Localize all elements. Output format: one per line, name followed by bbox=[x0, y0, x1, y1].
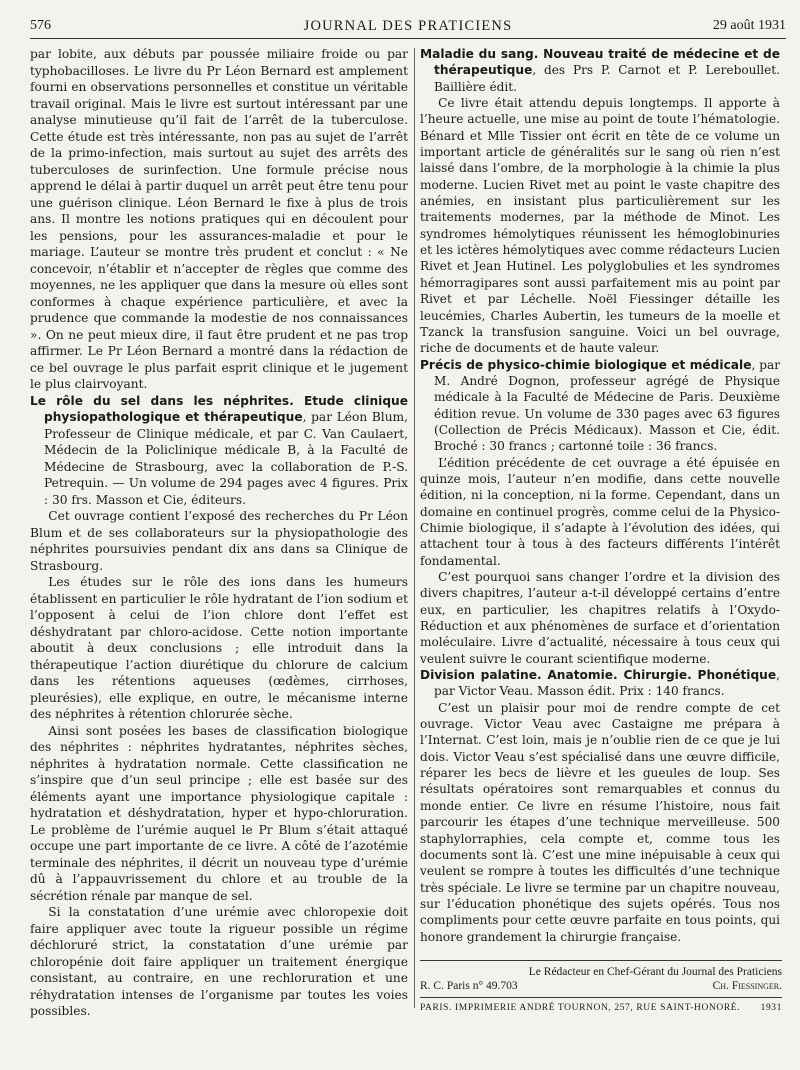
page-number: 576 bbox=[30, 18, 51, 33]
body-paragraph: Cet ouvrage contient l’exposé des recherches du Pr Léon Blum et de ses collaborateurs sur la physiopathologie des néphrites poursuivies pendant dix ans dans sa Clinique de Strasbourg. bbox=[30, 509, 408, 573]
review-entry-heading bbox=[420, 667, 780, 700]
review-entry-heading bbox=[420, 46, 780, 95]
body-paragraph: Ce livre était attendu depuis longtemps. Il apporte à l’heure actuelle, une mise au point de toute l’hématologie. Bénard et Mlle Tissier ont écrit en tête de ce volume un important article de généralités sur le sang où rien n’est laissé dans l’ombre, de la morphologie à la chimie la plus moderne. Lucien Rivet met au point le vaste chapitre des anémies, en insistant plus particulièrement sur les traitements modernes, par la méthode de Minot. Les syndromes hémolytiques réunissent les hémoglobinuries et les ictères hémolytiques avec comme rédacteurs Lucien Rivet et Jean Hutinel. Les polyglobulies et les syndromes hémorragipares sont aussi parfaitement mis au point par Rivet et par Léchelle. Noël Fiessinger détaille les leucémies, Charles Aubertin, les tumeurs de la moelle et Tzanck la transfusion sanguine. Voici un bel ouvrage, riche de documents et de haute valeur. bbox=[420, 96, 780, 356]
journal-title: JOURNAL DES PRATICIENS bbox=[303, 18, 513, 34]
body-paragraph: Les études sur le rôle des ions dans les humeurs établissent en particulier le rôle hydratant de l’ion sodium et l’opposent à celui de l’ion chlore dont l’effet est déshydratant par chloro-acidose. Cette notion importante aboutit à deux conclusions ; elle introduit dans la thérapeutique l’action diurétique du chlorure de calcium dans les rétentions aqueuses (œdèmes, cirrhoses, pleurésies), elle explique, en outre, le mécanisme interne des néphrites à rétention chlorurée sèche. bbox=[30, 575, 408, 721]
body-paragraph: L’édition précédente de cet ouvrage a été épuisée en quinze mois, l’auteur n’en modifie, dans cette nouvelle édition, ni la conception, ni la forme. Cependant, dans un domaine en continuel progrès, comme celui de la Physico-Chimie biologique, il s’adapte à l’évolution des idées, qui attachent tour à tous à des facteurs différents l’intérêt fondamental. bbox=[420, 455, 780, 568]
review-bibliographic-details: , par Victor Veau. Masson édit. Prix : 140 francs. bbox=[434, 668, 780, 699]
review-title: Précis de physico-chimie biologique et médicale bbox=[420, 357, 752, 372]
review-bibliographic-details: , des Prs P. Carnot et P. Lereboullet. Baillière édit. bbox=[434, 63, 780, 94]
review-title: Maladie du sang. Nouveau traité de médecine et de thérapeutique bbox=[420, 47, 780, 78]
printer-address: PARIS. IMPRIMERIE ANDRÉ TOURNON, 257, RUE SAINT-HONORÉ. bbox=[420, 1003, 741, 1013]
review-entry-heading bbox=[30, 393, 408, 509]
review-bibliographic-details: , par M. André Dognon, professeur agrégé de Physique médicale à la Faculté de Médecine de Paris. Deuxième édition revue. Un volume de 330 pages avec 63 figures (Collection de Précis Médicaux). Masson et Cie, édit. Broché : 30 francs ; cartonné toile : 36 francs. bbox=[434, 357, 781, 454]
page-header bbox=[30, 16, 786, 39]
registration-line bbox=[420, 979, 782, 993]
issue-date: 29 août 1931 bbox=[712, 18, 786, 33]
printer-line bbox=[420, 997, 782, 1015]
body-paragraph: C’est un plaisir pour moi de rendre compte de cet ouvrage. Victor Veau avec Castaigne me prépara à l’Internat. C’est loin, mais je n’oublie rien de ce que je lui dois. Victor Veau s’est spécialisé dans une œuvre difficile, réparer les becs de lièvre et les gueules de loup. Ses résultats opératoires sont remarquables et connus du monde entier. Ce livre en résume l’histoire, nous fait parcourir les étapes d’une technique merveilleuse. 500 staphylorraphies, cela compte et, comme tous les documents sont là. C’est une mine inépuisable à ceux qui veulent se rompre à toutes les difficultés d’une technique très spéciale. Le livre se termine par un chapitre nouveau, sur l’éducation phonétique des sujets opérés. Tous nos compliments pour cette œuvre parfaite en tous points, qui honore grandement la chirurgie française. bbox=[420, 700, 780, 944]
printer-year: 1931 bbox=[760, 1003, 782, 1013]
body-paragraph: Si la constatation d’une urémie avec chloropexie doit faire appliquer avec toute la rigueur possible un régime déchloruré strict, la constatation d’une urémie par chloropénie doit faire appliquer un traitement énergique consistant, au contraire, en une rechloruration et une réhydratation intenses de l’organisme par toutes les voies possibles. bbox=[30, 905, 408, 1018]
editor-line: Le Rédacteur en Chef-Gérant du Journal des Praticiens bbox=[528, 966, 782, 978]
body-paragraph: C’est pourquoi sans changer l’ordre et la division des divers chapitres, l’auteur a-t-il développé certains d’entre eux, en particulier, les chapitres relatifs à l’Oxydo-Réduction et aux phénomènes de surface et d’orientation moléculaire. Livre d’actualité, nécessaire à tous ceux qui veulent suivre le courant scientifique moderne. bbox=[420, 570, 780, 666]
left-column bbox=[30, 46, 408, 1020]
review-bibliographic-details: , par Léon Blum, Professeur de Clinique médicale, et par C. Van Caulaert, Médecin de la Policlinique médicale B, à la Faculté de Médecine de Strasbourg, avec la collaboration de P.-S. Petrequin. — Un volume de 294 pages avec 4 figures. Prix : 30 frs. Masson et Cie, éditeurs. bbox=[44, 410, 408, 507]
right-column bbox=[420, 46, 780, 945]
body-paragraph: Ainsi sont posées les bases de classification biologique des néphrites : néphrites hydratantes, néphrites sèches, néphrites à hydratation normale. Cette classification ne s’inspire que d’un seul principe ; elle est basée sur des éléments ayant une importance physiologique capitale : hydratation et déshydratation, hyper et hypo-chloruration. Le problème de l’urémie auquel le Pr Blum s’était attaqué occupe une part importante de ce livre. A côté de l’azotémie terminale des néphrites, il décrit un nouveau type d’urémie dû à l’appauvrissement du chlore et au trouble de la sécrétion rénale par manque de sel. bbox=[30, 723, 408, 903]
page-footer bbox=[420, 960, 782, 1015]
column-divider bbox=[414, 48, 415, 1008]
editor-signature: Ch. Fiessinger. bbox=[712, 980, 782, 992]
review-entry-heading bbox=[420, 357, 780, 455]
review-title: Le rôle du sel dans les néphrites. Etude clinique physiopathologique et thérapeutique bbox=[30, 393, 408, 424]
trade-register-number: R. C. Paris n° 49.703 bbox=[420, 980, 518, 992]
intro-paragraph: par lobite, aux débuts par poussée miliaire froide ou par typhobacilloses. Le livre du Pr Léon Bernard est amplement fourni en observations personnelles et constitue un véritable travail original. Mais le livre est surtout intéressant par une analyse minutieuse qu’il fait de l’arrêt de la tuberculose. Cette étude est très intéressante, non pas au sujet de l’arrêt de la primo-infection, mais surtout au sujet des arrêts des tuberculoses de surinfection. Une formule précise nous apprend le délai à partir duquel un arrêt peut être tenu pour une guérison clinique. Léon Bernard le fixe à plus de trois ans. Il montre les notions pratiques qui en découlent pour les pensions, pour les assurances-maladie et pour le mariage. L’auteur se montre très prudent et conclut : « Ne concevoir, n’établir et n’accepter de règles que comme des moyennes, ne les appliquer que dans la mesure où elles sont conformes à chaque expérience particulière, et avec la prudence que commande la modestie de nos connaissances ». On ne peut mieux dire, il faut être prudent et ne pas trop affirmer. Le Pr Léon Bernard a montré dans la rédaction de ce bel ouvrage le plus parfait esprit clinique et le jugement le plus clairvoyant. bbox=[30, 47, 408, 391]
footer-rule bbox=[420, 960, 782, 961]
review-title: Division palatine. Anatomie. Chirurgie. Phonétique bbox=[420, 668, 777, 683]
